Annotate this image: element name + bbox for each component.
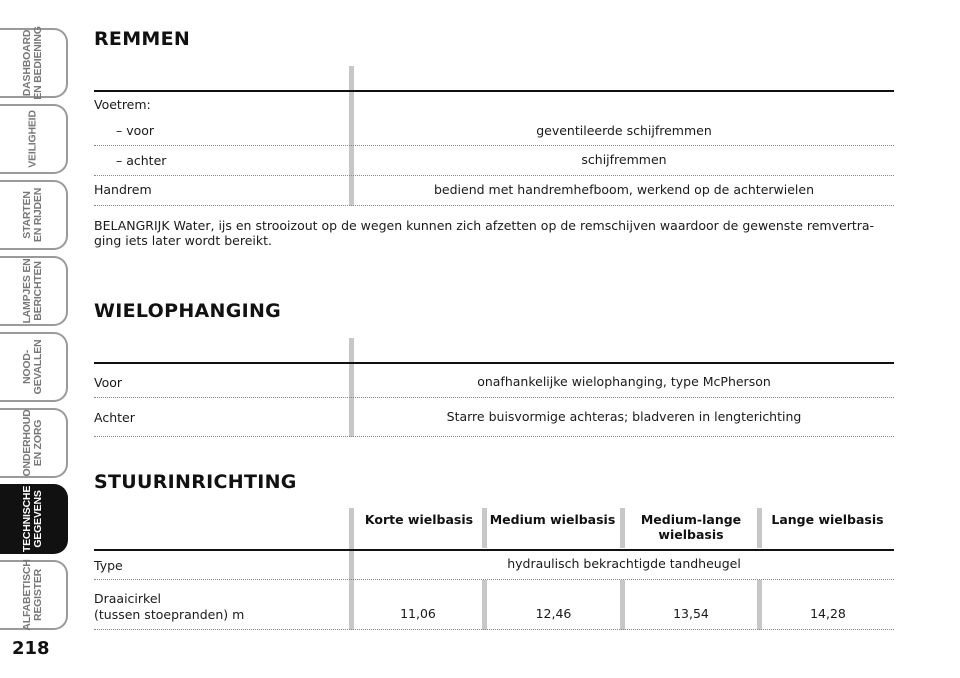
draaicirkel-lange: 14,28 [810,606,846,621]
wiel-achter-label: Achter [94,410,135,425]
tab-lampjes[interactable] [0,256,68,326]
row-divider [94,436,894,437]
col-header-medium: Medium wielbasis [489,512,616,527]
row-divider [94,205,894,206]
row-divider [94,397,894,398]
row-divider [94,145,894,146]
tab-noodgevallen[interactable] [0,332,68,402]
wiel-achter-value: Starre buisvormige achteras; bladveren in lengterichting [446,409,802,424]
tab-register[interactable] [0,560,68,630]
wiel-voor-value: onafhankelijke wielophanging, type McPherson [477,374,771,389]
tab-label: DASHBOARD EN BEDIENING [21,26,44,100]
achter-value: schijfremmen [581,152,667,167]
voetrem-label: Voetrem: [94,97,151,112]
tab-label: TECHNISCHE GEGEVENS [21,485,44,553]
tab-label: ONDERHOUD EN ZORG [21,409,44,477]
tab-label: ALFABETISCH REGISTER [21,559,44,631]
table-rule [94,362,894,364]
draaicirkel-medium-lange: 13,54 [673,606,709,621]
draaicirkel-label: Draaicirkel (tussen stoepranden) m [94,591,245,622]
tab-technische-gegevens[interactable] [0,484,68,554]
draaicirkel-medium: 12,46 [535,606,572,621]
tab-label: STARTEN EN RIJDEN [21,187,44,243]
section-title-wielophanging: WIELOPHANGING [94,300,282,322]
voor-label: – voor [116,123,155,138]
col-header-korte: Korte wielbasis [364,512,474,527]
section-title-remmen: REMMEN [94,28,191,50]
column-divider [620,580,625,630]
row-divider [94,579,894,580]
important-note: BELANGRIJK Water, ijs en strooizout op de wegen kunnen zich afzetten op de remschijven waardoor de gewenste remvertra- ging iets later wordt bereikt. [94,218,875,248]
draaicirkel-korte: 11,06 [400,606,436,621]
type-value: hydraulisch bekrachtigde tandheugel [507,556,741,571]
tab-label: VEILIGHEID [26,110,39,168]
page-number: 218 [12,638,50,659]
section-title-stuurinrichting: STUURINRICHTING [94,471,297,493]
tab-label: LAMPJES EN BERICHTEN [21,258,44,324]
tab-dashboard[interactable] [0,28,68,98]
type-label: Type [94,558,123,573]
handrem-label: Handrem [94,182,152,197]
column-divider [482,580,487,630]
row-divider [94,175,894,176]
tab-label: NOOD- GEVALLEN [21,339,44,395]
tab-starten[interactable] [0,180,68,250]
voor-value: geventileerde schijfremmen [536,123,712,138]
tab-onderhoud[interactable] [0,408,68,478]
table-rule [94,549,894,551]
row-divider [94,629,894,630]
handrem-value: bediend met handremhefboom, werkend op de achterwielen [433,182,814,197]
col-header-medium-lange: Medium-lange wielbasis [640,512,742,542]
wiel-voor-label: Voor [94,375,123,390]
col-header-lange: Lange wielbasis [771,512,884,527]
table-rule [94,90,894,92]
achter-label: – achter [116,153,167,168]
tab-veiligheid[interactable] [0,104,68,174]
column-divider [757,580,762,630]
